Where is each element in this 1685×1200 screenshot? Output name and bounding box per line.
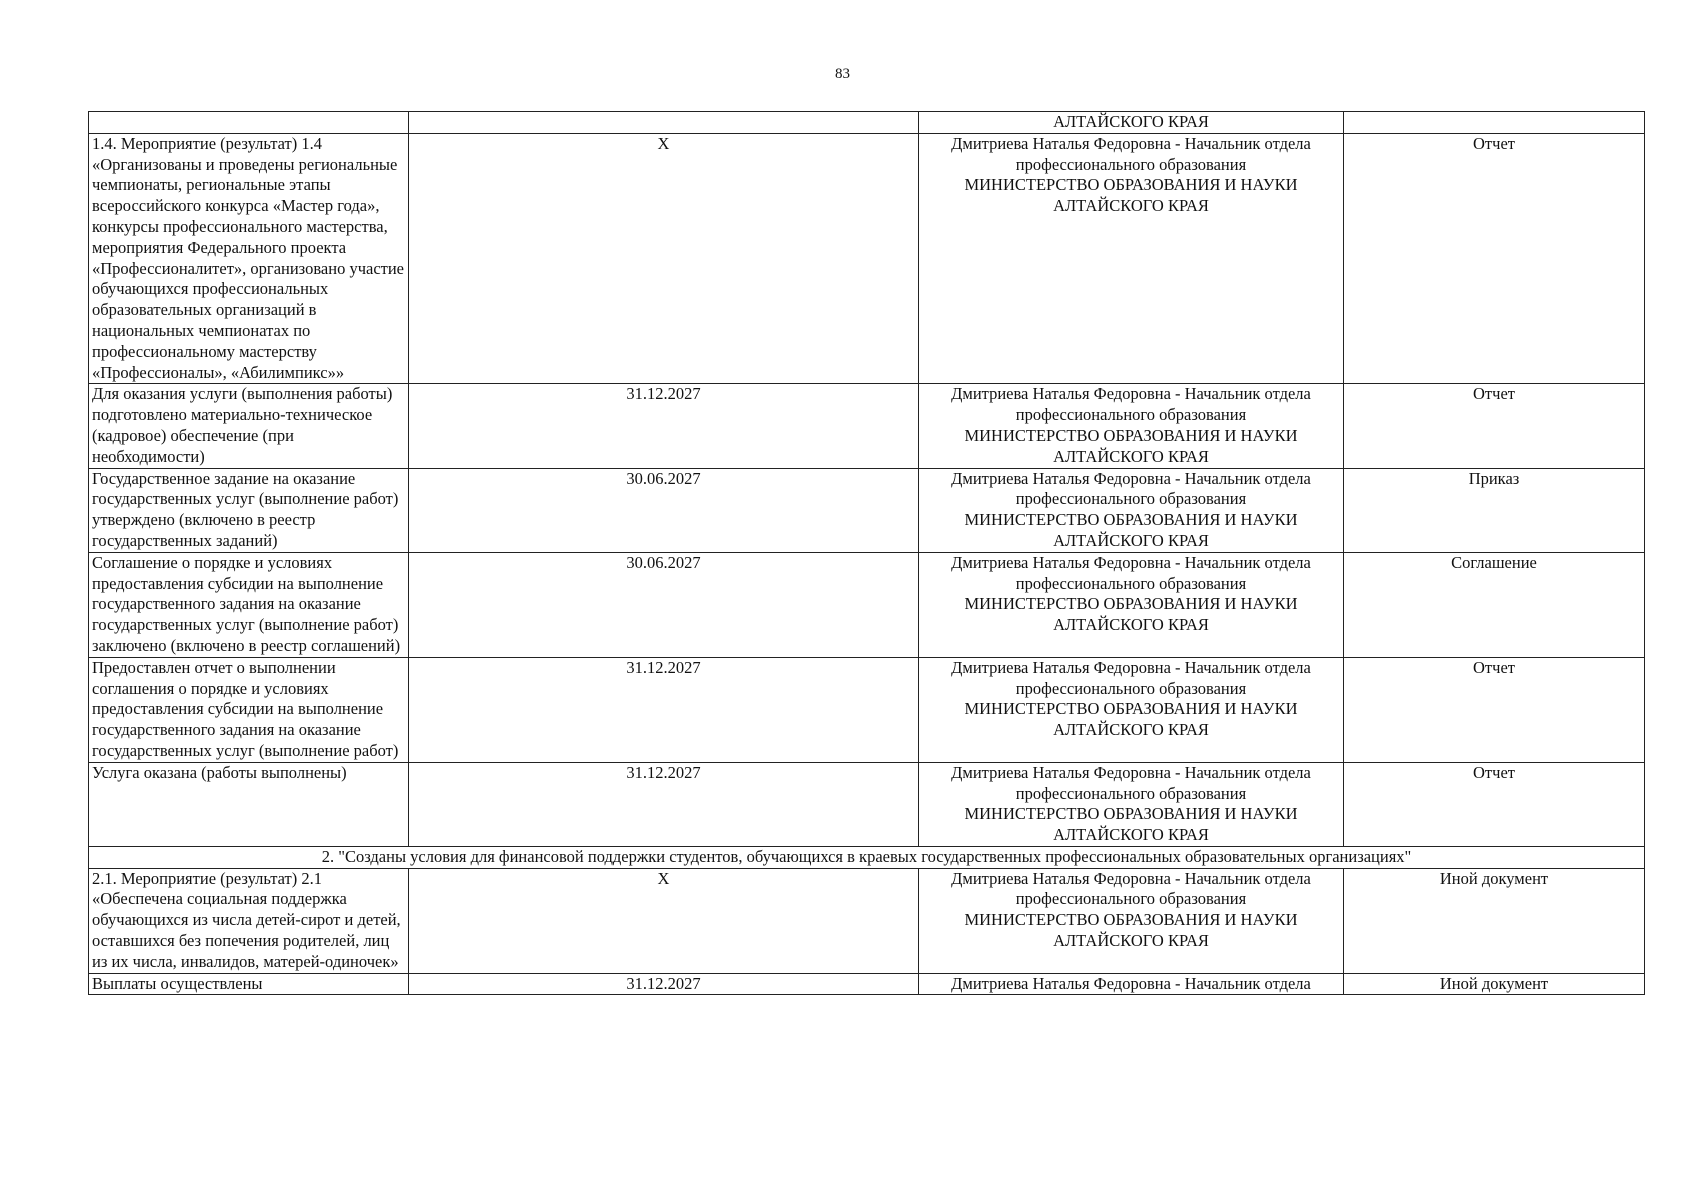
cell-document: Отчет — [1344, 762, 1645, 846]
responsible-line: МИНИСТЕРСТВО ОБРАЗОВАНИЯ И НАУКИ — [964, 910, 1298, 930]
cell-name: Предоставлен отчет о выполнении соглашения о порядке и условиях предоставления субсидии на выполнение государственного задания на оказание государственных услуг (выполнение работ) — [89, 657, 409, 762]
cell-document: Отчет — [1344, 384, 1645, 468]
cell-name: Для оказания услуги (выполнения работы) подготовлено материально-техническое (кадровое) обеспечение (при необходимости) — [89, 384, 409, 468]
cell-document: Иной документ — [1344, 973, 1645, 995]
responsible-line: профессионального образования — [1015, 783, 1247, 803]
responsible-line: АЛТАЙСКОГО КРАЯ — [1053, 530, 1209, 550]
responsible-line: МИНИСТЕРСТВО ОБРАЗОВАНИЯ И НАУКИ — [964, 175, 1298, 195]
section-heading-row — [89, 846, 1645, 868]
table-row — [89, 384, 1645, 468]
cell-responsible — [919, 762, 1344, 846]
responsible-line: Дмитриева Наталья Федоровна - Начальник отдела — [951, 468, 1311, 488]
cell-name — [89, 112, 409, 134]
cell-responsible — [919, 133, 1344, 384]
responsible-line: профессионального образования — [1015, 678, 1247, 698]
cell-date — [409, 112, 919, 134]
responsible-line: Дмитриева Наталья Федоровна - Начальник отдела — [951, 384, 1311, 404]
cell-responsible — [919, 112, 1344, 134]
cell-responsible — [919, 384, 1344, 468]
cell-date: 31.12.2027 — [409, 973, 919, 995]
cell-document: Соглашение — [1344, 552, 1645, 657]
responsible-line: Дмитриева Наталья Федоровна - Начальник отдела — [951, 868, 1311, 888]
cell-responsible — [919, 868, 1344, 973]
cell-name: Услуга оказана (работы выполнены) — [89, 762, 409, 846]
responsible-line: Дмитриева Наталья Федоровна - Начальник отдела — [951, 762, 1311, 782]
continuation-row — [89, 112, 1645, 134]
responsible-line: АЛТАЙСКОГО КРАЯ — [1053, 446, 1209, 466]
cell-date: 31.12.2027 — [409, 384, 919, 468]
cell-name: 1.4. Мероприятие (результат) 1.4 «Организованы и проведены региональные чемпионаты, региональные этапы всероссийского конкурса «Мастер года», конкурсы профессионального мастерства, мероприятия Федерального проекта «Профессионалитет», организовано участие обучающихся профессиональных образовательных организаций в национальных чемпионатах по профессиональному мастерству «Профессионалы», «Абилимпикс»» — [89, 133, 409, 384]
cell-document — [1344, 112, 1645, 134]
cell-date: 31.12.2027 — [409, 657, 919, 762]
cell-name: Выплаты осуществлены — [89, 973, 409, 995]
responsible-line: Дмитриева Наталья Федоровна - Начальник отдела — [951, 552, 1311, 572]
section-title: 2. "Созданы условия для финансовой поддержки студентов, обучающихся в краевых государственных профессиональных образовательных организациях" — [89, 846, 1645, 868]
responsible-line: АЛТАЙСКОГО КРАЯ — [1053, 112, 1209, 131]
cell-document: Иной документ — [1344, 868, 1645, 973]
responsible-line: профессионального образования — [1015, 489, 1247, 509]
responsible-line: профессионального образования — [1015, 889, 1247, 909]
responsible-line: АЛТАЙСКОГО КРАЯ — [1053, 720, 1209, 740]
table-row — [89, 657, 1645, 762]
cell-date: 30.06.2027 — [409, 552, 919, 657]
cell-date: X — [409, 868, 919, 973]
responsible-line: профессионального образования — [1015, 154, 1247, 174]
control-points-table — [88, 111, 1645, 995]
table-row — [89, 868, 1645, 973]
cell-document: Отчет — [1344, 657, 1645, 762]
responsible-line: профессионального образования — [1015, 405, 1247, 425]
responsible-line: АЛТАЙСКОГО КРАЯ — [1053, 825, 1209, 845]
responsible-line: Дмитриева Наталья Федоровна - Начальник отдела — [951, 973, 1311, 993]
cell-document: Отчет — [1344, 133, 1645, 384]
cell-responsible — [919, 552, 1344, 657]
cell-name: Соглашение о порядке и условиях предоставления субсидии на выполнение государственного задания на оказание государственных услуг (выполнение работ) заключено (включено в реестр соглашений) — [89, 552, 409, 657]
cell-date: 30.06.2027 — [409, 468, 919, 552]
responsible-line: МИНИСТЕРСТВО ОБРАЗОВАНИЯ И НАУКИ — [964, 425, 1298, 445]
responsible-line: профессионального образования — [1015, 573, 1247, 593]
responsible-line: МИНИСТЕРСТВО ОБРАЗОВАНИЯ И НАУКИ — [964, 594, 1298, 614]
table-row — [89, 552, 1645, 657]
cell-document: Приказ — [1344, 468, 1645, 552]
cell-responsible — [919, 657, 1344, 762]
cell-date: X — [409, 133, 919, 384]
responsible-line: Дмитриева Наталья Федоровна - Начальник отдела — [951, 657, 1311, 677]
table-row — [89, 468, 1645, 552]
cell-date: 31.12.2027 — [409, 762, 919, 846]
table-row — [89, 762, 1645, 846]
responsible-line: Дмитриева Наталья Федоровна - Начальник отдела — [951, 133, 1311, 153]
cell-responsible — [919, 468, 1344, 552]
responsible-line: АЛТАЙСКОГО КРАЯ — [1053, 196, 1209, 216]
responsible-line: МИНИСТЕРСТВО ОБРАЗОВАНИЯ И НАУКИ — [964, 510, 1298, 530]
cell-name: 2.1. Мероприятие (результат) 2.1 «Обеспечена социальная поддержка обучающихся из числа детей-сирот и детей, оставшихся без попечения родителей, лиц из их числа, инвалидов, матерей-одиночек» — [89, 868, 409, 973]
cell-responsible — [919, 973, 1344, 995]
page-number: 83 — [835, 66, 850, 82]
responsible-line: АЛТАЙСКОГО КРАЯ — [1053, 615, 1209, 635]
responsible-line: МИНИСТЕРСТВО ОБРАЗОВАНИЯ И НАУКИ — [964, 804, 1298, 824]
table-row — [89, 133, 1645, 384]
cell-name: Государственное задание на оказание государственных услуг (выполнение работ) утверждено (включено в реестр государственных заданий) — [89, 468, 409, 552]
responsible-line: МИНИСТЕРСТВО ОБРАЗОВАНИЯ И НАУКИ — [964, 699, 1298, 719]
table-row — [89, 973, 1645, 995]
responsible-line: АЛТАЙСКОГО КРАЯ — [1053, 931, 1209, 951]
